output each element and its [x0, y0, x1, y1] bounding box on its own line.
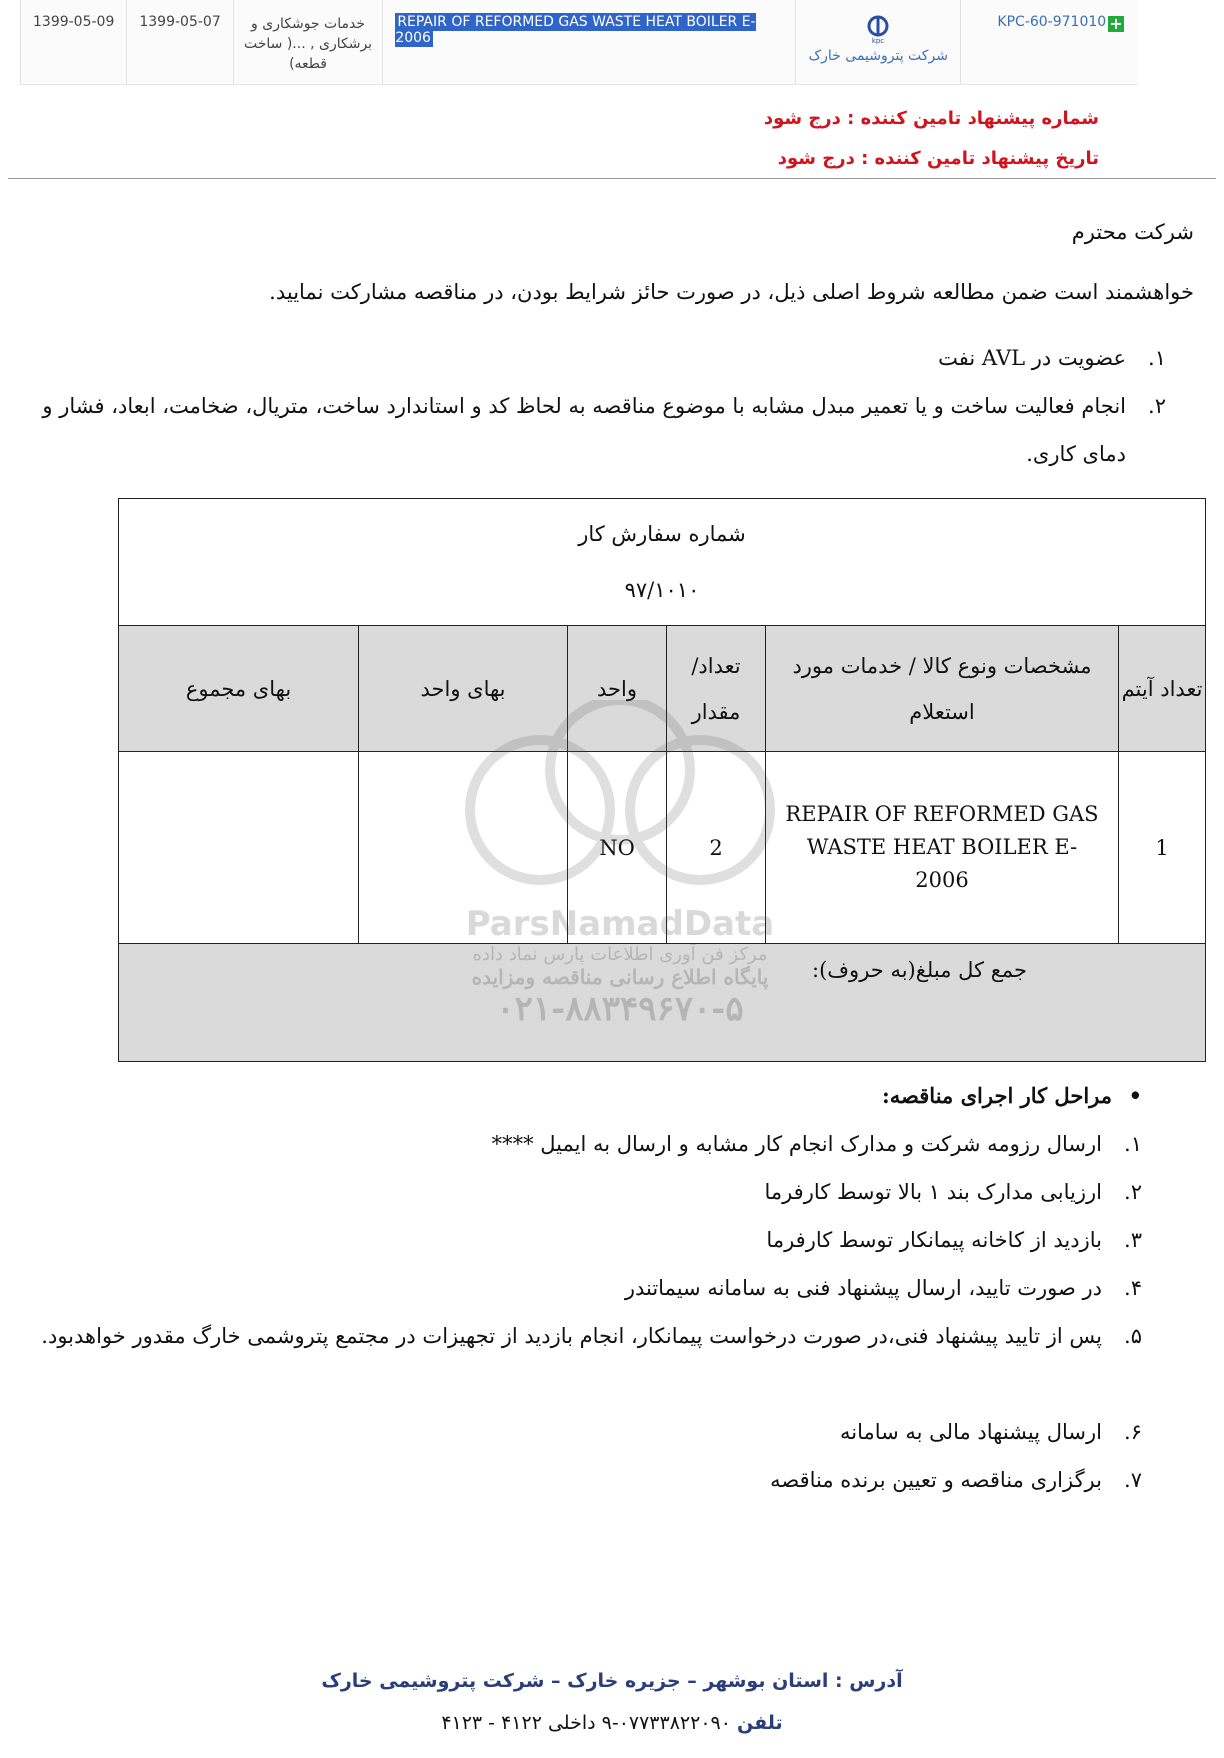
- footer-phone-label: تلفن: [737, 1712, 783, 1734]
- stage-number: ۷.: [1124, 1468, 1142, 1492]
- order-number: ۹۷/۱۰۱۰: [624, 578, 700, 602]
- svg-text:kpc: kpc: [872, 37, 885, 44]
- stage-item: [12, 1408, 1142, 1456]
- tender-title-cell: [382, 0, 795, 84]
- supplier-offer-date: تاریخ پیشنهاد تامین کننده : درج شود: [777, 148, 1099, 169]
- sum-label: جمع کل مبلغ(به حروف):: [119, 944, 1206, 1062]
- cell-qty: 2: [667, 752, 766, 944]
- order-table: [118, 498, 1206, 1062]
- col-qty: تعداد/ مقدار: [667, 626, 766, 752]
- footer-phone-line: [0, 1712, 1224, 1734]
- stage-number: ۵.: [1124, 1324, 1142, 1348]
- stage-item: [12, 1216, 1142, 1264]
- stage-item: [12, 1456, 1142, 1504]
- col-item: تعداد آیتم: [1119, 626, 1206, 752]
- stage-item: [22, 1312, 1142, 1360]
- company-cell: [795, 0, 960, 84]
- footer-address: آدرس : استان بوشهر – جزیره خارک – شرکت پتروشیمی خارک: [321, 1670, 903, 1692]
- table-header-row: [119, 626, 1206, 752]
- order-label: شماره سفارش کار: [578, 522, 746, 546]
- stage-item: [12, 1168, 1142, 1216]
- cell-spec: REPAIR OF REFORMED GAS WASTE HEAT BOILER E-2006: [766, 752, 1119, 944]
- cell-total: [119, 752, 359, 944]
- condition-item: [36, 382, 1166, 478]
- bullet-icon: •: [1128, 1083, 1142, 1108]
- expand-plus-icon[interactable]: +: [1109, 14, 1123, 33]
- start-date: 1399-05-07: [126, 0, 232, 84]
- divider: [8, 178, 1216, 179]
- tender-header-row: [20, 0, 1138, 85]
- col-unit: واحد: [568, 626, 667, 752]
- col-unit-price: بهای واحد: [359, 626, 568, 752]
- col-spec: مشخصات ونوع کالا / خدمات مورد استعلام: [766, 626, 1119, 752]
- tender-title[interactable]: REPAIR OF REFORMED GAS WASTE HEAT BOILER E-2006: [395, 14, 756, 46]
- tender-code-cell: [960, 0, 1138, 84]
- stage-number: ۴.: [1124, 1276, 1142, 1300]
- end-date: 1399-05-09: [20, 0, 126, 84]
- stage-number: ۳.: [1124, 1228, 1142, 1252]
- stages-heading: [22, 1072, 1142, 1120]
- stage-text: بازدید از کاخانه پیمانکار توسط کارفرما: [766, 1228, 1102, 1252]
- cell-unit: NO: [568, 752, 667, 944]
- order-number-row: [119, 499, 1206, 626]
- condition-number: ۲.: [1148, 394, 1166, 418]
- stage-number: ۲.: [1124, 1180, 1142, 1204]
- sum-row: [119, 944, 1206, 1062]
- condition-number: ۱.: [1148, 346, 1166, 370]
- stage-text: برگزاری مناقصه و تعیین برنده مناقصه: [770, 1468, 1102, 1492]
- condition-text: عضویت در AVL نفت: [938, 346, 1126, 370]
- stage-text: ارزیابی مدارک بند ۱ بالا توسط کارفرما: [764, 1180, 1102, 1204]
- cell-item: 1: [1119, 752, 1206, 944]
- footer-phone: ۰۷۷۳۳۸۲۲۰۹۰-۹ داخلی ۴۱۲۲ - ۴۱۲۳: [441, 1712, 731, 1734]
- service-category: خدمات جوشکاری و برشکاری , ...( ساخت قطعه): [233, 0, 383, 84]
- stage-text: ارسال پیشنهاد مالی به سامانه: [839, 1420, 1102, 1444]
- stage-text: در صورت تایید، ارسال پیشنهاد فنی به سامانه سیماتندر: [624, 1276, 1102, 1300]
- tender-code[interactable]: KPC-60-971010: [997, 14, 1107, 30]
- stage-text: پس از تایید پیشنهاد فنی،در صورت درخواست پیمانکار، انجام بازدید از تجهیزات در مجتمع پتروشمی خارگ مقدور خواهدبود.: [41, 1324, 1102, 1348]
- stage-item: [12, 1120, 1142, 1168]
- company-name: شرکت پتروشیمی خارک: [808, 48, 948, 64]
- greeting: شرکت محترم: [1071, 220, 1194, 244]
- table-row: [119, 752, 1206, 944]
- col-total: بهای مجموع: [119, 626, 359, 752]
- stage-number: ۱.: [1124, 1132, 1142, 1156]
- watermark-brand: ParsNamadData: [465, 904, 775, 944]
- request-paragraph: خواهشمند است ضمن مطالعه شروط اصلی ذیل، در صورت حائز شرایط بودن، در مناقصه مشارکت نمایید.: [269, 280, 1194, 304]
- condition-item: [36, 334, 1166, 382]
- stage-number: ۶.: [1124, 1420, 1142, 1444]
- supplier-offer-number: شماره پیشنهاد تامین کننده : درج شود: [763, 108, 1099, 129]
- stage-item: [12, 1264, 1142, 1312]
- cell-unit-price: [359, 752, 568, 944]
- stages-title: مراحل کار اجرای مناقصه:: [882, 1083, 1112, 1108]
- kpc-logo-icon: [863, 14, 893, 44]
- condition-text: انجام فعالیت ساخت و یا تعمیر مبدل مشابه با موضوع مناقصه به لحاظ کد و استاندارد ساخت، متریال، ضخامت، ابعاد، فشار و دمای کاری.: [42, 394, 1126, 466]
- stage-text: ارسال رزومه شرکت و مدارک انجام کار مشابه و ارسال به ایمیل ****: [491, 1132, 1102, 1156]
